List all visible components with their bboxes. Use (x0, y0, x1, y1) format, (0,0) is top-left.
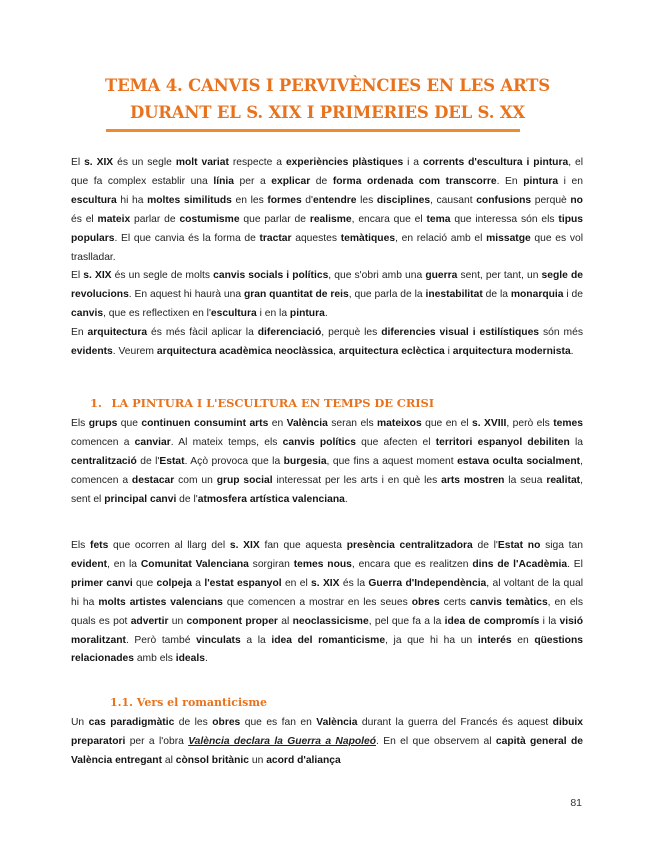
bold-term: obres (212, 717, 241, 728)
bold-term: s. XVIII (472, 418, 507, 429)
bold-term: arts mostren (441, 474, 505, 486)
section-1-1-heading: 1.1. Vers el romanticisme (110, 696, 268, 709)
artwork-title-link: València declara la Guerra a Napoleó (188, 735, 377, 747)
bold-term: canviar (134, 436, 171, 448)
intro-paragraph-3: En arquitectura és més fàcil aplicar la diferenciació, perquè les diferencies visual i estilístiques són més evidents. Veurem arquitectura acadèmica neoclàssica, arquitectura eclèctica i arquitectura modernista. (71, 327, 583, 358)
bold-term: centralització (71, 455, 137, 467)
bold-term: arquitectura acadèmica neoclàssica (156, 346, 334, 358)
bold-term: Estat no (497, 540, 541, 551)
bold-term: corrents d'escultura i pintura (422, 157, 569, 168)
bold-term: València (286, 418, 328, 429)
bold-term: evidents (71, 346, 113, 358)
bold-term: realisme (309, 213, 352, 225)
bold-term: advertir (130, 615, 169, 627)
bold-term: diferencies visual i estilístiques (381, 327, 540, 339)
bold-term: pintura (523, 175, 559, 187)
bold-term: ideals (175, 653, 205, 665)
bold-term: colpeja (156, 577, 192, 589)
bold-term: entendre (312, 194, 357, 206)
chapter-title-line-2: DURANT EL S. XIX I PRIMERIES DEL S. XX (130, 103, 525, 122)
bold-term: burgesia (283, 455, 327, 467)
bold-term: fets (90, 540, 109, 551)
section-1-paragraph-2-wrap (71, 537, 583, 669)
bold-term: explicar (271, 175, 311, 187)
bold-term: destacar (131, 474, 175, 486)
bold-term: tipus populars (71, 213, 584, 244)
bold-term: forma ordenada com transcorre (332, 175, 497, 187)
bold-term: no (570, 194, 583, 206)
title-underline-rule (106, 129, 520, 132)
bold-term: principal canvi (104, 493, 177, 505)
section-1-paragraph-1-wrap (71, 415, 583, 510)
bold-term: arquitectura eclèctica (338, 346, 445, 358)
bold-term: l'estat espanyol (204, 577, 282, 589)
bold-term: visió moralitzant (71, 615, 583, 646)
bold-term: primer canvi (71, 577, 133, 589)
bold-term: grup social (216, 474, 273, 486)
bold-term: experiències plàstiques (285, 157, 404, 168)
bold-term: s. XIX (83, 270, 112, 282)
bold-term: tractar (259, 232, 292, 244)
bold-term: missatge (486, 232, 531, 244)
bold-term: mateix (97, 213, 131, 225)
bold-term: acord d'aliança (266, 754, 341, 766)
bold-term: inestabilitat (425, 289, 483, 301)
bold-term: temes (553, 418, 583, 429)
page-number: 81 (570, 797, 582, 809)
intro-section (71, 154, 583, 362)
bold-term: pintura (289, 308, 325, 320)
bold-term: canvis socials i polítics (213, 270, 329, 282)
chapter-title-line-1: TEMA 4. CANVIS I PERVIVÈNCIES EN LES ARTS (105, 76, 550, 95)
section-1-heading: 1. LA PINTURA I L'ESCULTURA EN TEMPS DE CRISI (90, 396, 435, 410)
bold-term: mateixos (377, 418, 422, 429)
bold-term: continuen consumint arts (141, 418, 269, 429)
bold-term: temàtiques (340, 232, 396, 244)
bold-term: qüestions relacionades (71, 634, 583, 665)
bold-term: Estat (159, 455, 185, 467)
section-1-paragraph-2: Els fets que ocorren al llarg del s. XIX fan que aquesta presència centralitzadora de l'Estat no siga tan evident, en la Comunitat Valenciana sorgiran temes nous, encara que es realitzen dins de l'Acadèmia. El primer canvi que colpeja a l'estat espanyol en el s. XIX és la Guerra d'Independència, al voltant de la qual hi ha molts artistes valencians que comencen a mostrar en les seues obres certs canvis temàtics, en els quals es pot advertir un component proper al neoclassicisme, pel que fa a la idea de compromís i la visió moralitzant. Però també vinculats a la idea del romanticisme, ja que hi ha un interés en qüestions relacionades amb els ideals. (71, 540, 583, 665)
bold-term: tema (426, 213, 451, 225)
bold-term: València (316, 717, 358, 728)
bold-term: arquitectura (87, 327, 148, 339)
bold-term: canvis polítics (282, 436, 356, 448)
bold-term: guerra (425, 270, 458, 282)
bold-term: evident (71, 558, 108, 570)
bold-term: obres (411, 596, 440, 608)
bold-term: costumisme (179, 213, 240, 225)
bold-term: s. XIX (229, 540, 260, 551)
section-1-1-paragraph-wrap (71, 714, 583, 771)
bold-term: realitat (546, 474, 581, 486)
bold-term: capità general de València entregant (71, 735, 583, 766)
bold-term: interés (477, 634, 512, 646)
bold-term: dibuix preparatori (71, 717, 583, 747)
bold-term: atmosfera artística valenciana (197, 493, 345, 505)
bold-term: escultura (210, 308, 257, 320)
bold-term: dins de l'Acadèmia (472, 558, 568, 570)
bold-term: presència centralitzadora (346, 540, 473, 551)
bold-term: neoclassicisme (292, 615, 369, 627)
bold-term: estava oculta socialment (457, 455, 581, 467)
bold-term: formes (267, 194, 302, 206)
bold-term: component proper (186, 615, 278, 627)
section-1-paragraph-1: Els grups que continuen consumint arts en València seran els mateixos que en el s. XVIII, però els temes comencen a canviar. Al mateix temps, els canvis polítics que afecten el territori espanyol debiliten la centralització de l'Estat. Açò provoca que la burgesia, que fins a aquest moment estava oculta socialment, comencen a destacar com un grup social interessat per les arts i en què les arts mostren la seua realitat, sent el principal canvi de l'atmosfera artística valenciana. (71, 418, 583, 505)
bold-term: molts artistes valencians (98, 596, 223, 608)
bold-term: diferenciació (257, 327, 322, 339)
bold-term: temes nous (293, 558, 352, 570)
section-1-1-paragraph-1: Un cas paradigmàtic de les obres que es fan en València durant la guerra del Francés és aquest dibuix preparatori per a l'obra València declara la Guerra a Napoleó. En el que observem al capità general de València entregant al cònsol britànic un acord d'aliança (71, 717, 583, 766)
bold-term: monarquia (510, 289, 564, 301)
bold-term: cònsol britànic (175, 754, 249, 766)
bold-term: idea del romanticisme (271, 634, 386, 646)
bold-term: canvis (71, 308, 104, 320)
chapter-title (60, 72, 595, 126)
bold-term: segle de revolucions (71, 270, 583, 301)
bold-term: Comunitat Valenciana (140, 558, 249, 570)
bold-term: s. XIX (84, 157, 114, 168)
intro-paragraph-2: El s. XIX és un segle de molts canvis socials i polítics, que s'obri amb una guerra sent, per tant, un segle de revolucions. En aquest hi haurà una gran quantitat de reis, que parla de la inestabilitat de la monarquia i de canvis, que es reflectixen en l'escultura i en la pintura. (71, 270, 583, 320)
bold-term: moltes similituds (147, 194, 232, 206)
bold-term: cas paradigmàtic (88, 717, 175, 728)
bold-term: s. XIX (311, 577, 340, 589)
bold-term: línia (213, 175, 234, 187)
bold-term: Guerra d'Independència (368, 577, 487, 589)
bold-term: escultura (71, 194, 117, 206)
bold-term: canvis temàtics (469, 596, 548, 608)
bold-term: molt variat (175, 157, 229, 168)
bold-term: territori espanyol debiliten (435, 436, 570, 448)
bold-term: gran quantitat de reis (243, 289, 349, 301)
bold-term: grups (88, 418, 118, 429)
intro-paragraph-1: El s. XIX és un segle molt variat respecte a experiències plàstiques i a corrents d'escultura i pintura, el que fa complex establir una línia per a explicar de forma ordenada com transcorre. En pintura i en escultura hi ha moltes similituds en les formes d'entendre les disciplines, causant confusions perquè no és el mateix parlar de costumisme que parlar de realisme, encara que el tema que interessa són els tipus populars. El que canvia és la forma de tractar aquestes temàtiques, en relació amb el missatge que es vol traslladar. (71, 157, 584, 263)
bold-term: idea de compromís (444, 615, 540, 627)
bold-term: vinculats (196, 634, 241, 646)
bold-term: disciplines (376, 194, 431, 206)
bold-term: arquitectura modernista (452, 346, 571, 358)
bold-term: confusions (476, 194, 532, 206)
